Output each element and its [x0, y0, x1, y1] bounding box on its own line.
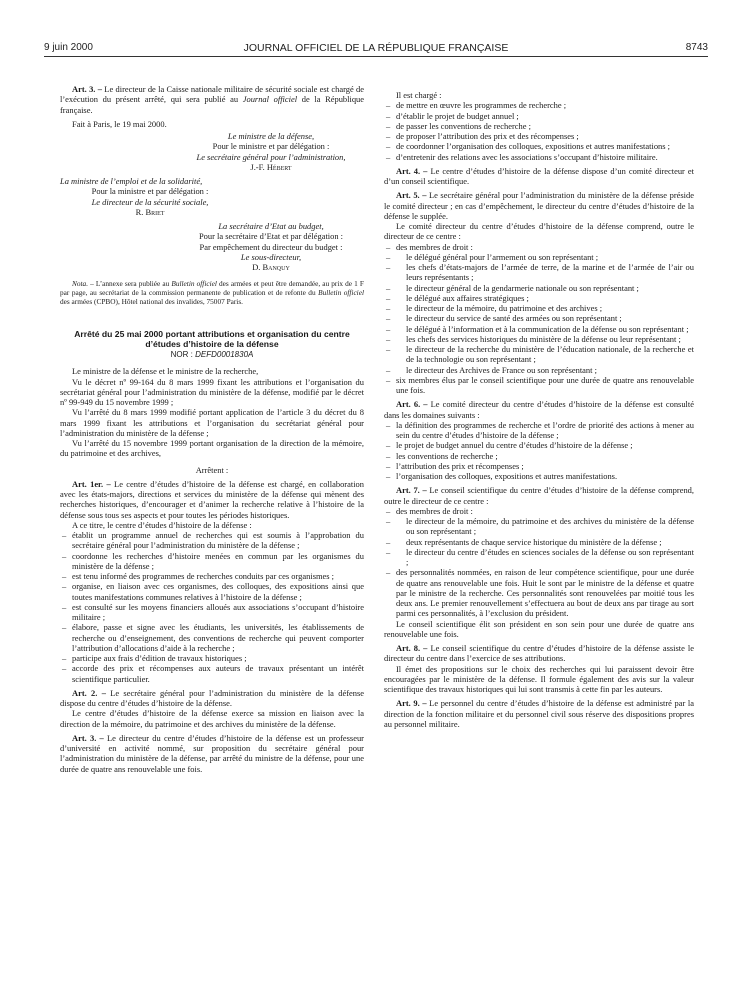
list-item: – le directeur des Archives de France ou son représentant ; — [384, 365, 694, 375]
article-9: Art. 9. – Le personnel du centre d’études d’histoire de la défense est administré par la direction de la fonction militaire et du personnel civil sous réserve des dispositions propres au personnel militaire. — [384, 698, 694, 729]
article-5-list — [384, 242, 694, 396]
header-rule — [44, 56, 708, 57]
header-page-number: 8743 — [685, 42, 708, 53]
list-item: – le directeur général de la gendarmerie nationale ou son représentant ; — [384, 283, 694, 293]
art3-previous: Art. 3. – Le directeur de la Caisse nationale militaire de sécurité sociale est chargé de l’exécution du présent arrêté, qui sera publié au Journal officiel de la République française. — [60, 84, 364, 115]
list-item: – le directeur de la mémoire, du patrimoine et des archives ; — [384, 303, 694, 313]
nota-note: Nota. – L’annexe sera publiée au Bulletin officiel des armées et peut être demandée, au prix de 1 F par page, au secrétariat de la commission permanente de publication et de refonte du Bulletin officiel des armées (CPBO), Hôtel national des invalides, 75007 Paris. — [60, 279, 364, 306]
list-item: – les conventions de recherche ; — [384, 451, 694, 461]
list-item: – deux représentants de chaque service historique du ministère de la défense ; — [384, 537, 694, 547]
signature-block-defense: Le ministre de la défense, Pour le ministre et par délégation : Le secrétaire général pour l’administration, J.-F. Hébert — [196, 131, 346, 172]
list-item: – de passer les conventions de recherche ; — [384, 121, 694, 131]
list-item: – coordonne les recherches d’histoire menées en commun par les organismes du ministère de la défense ; — [60, 551, 364, 572]
article-6: Art. 6. – Le comité directeur du centre d’études d’histoire de la défense est consulté dans les domaines suivants : — [384, 399, 694, 420]
list-item: – de mettre en œuvre les programmes de recherche ; — [384, 100, 694, 110]
list-item: – organise, en liaison avec ces organismes, des colloques, des expositions ainsi que toutes manifestations communes relatives à l’histoire de la défense ; — [60, 581, 364, 602]
article-1: Art. 1er. – Le centre d’études d’histoire de la défense est chargé, en collaboration avec les états-majors, directions et services du ministère de la défense qui mènent des recherches historiques, d’encourager et d’animer la recherche relative à l’histoire de la défense sous tous ses aspects et pour toutes les périodes historiques. — [60, 478, 364, 520]
list-item: – d’entretenir des relations avec les associations s’occupant d’histoire militaire. — [384, 152, 694, 162]
list-item: – le directeur de la recherche du ministère de l’éducation nationale, de la recherche et de la technologie ou son représentant ; — [384, 344, 694, 365]
list-item: – des membres de droit : – le directeur de la mémoire, du patrimoine et des archives du ministère de la défense ou son représentant ; – deux représentants de chaque service historique du ministère de la défense ; – le directeur du centre d’études en sciences sociales de la défense ou son représentant ; — [384, 506, 694, 568]
right-column — [384, 90, 694, 729]
nor-reference: NOR : DEFD0001830A — [170, 350, 254, 360]
list-item: – six membres élus par le conseil scientifique pour une durée de quatre ans renouvelable une fois. — [384, 375, 694, 396]
fait-a-paris: Fait à Paris, le 19 mai 2000. — [72, 118, 167, 129]
arrete-title: Arrêté du 25 mai 2000 portant attributions et organisation du centre d’études d’histoire de la défense — [74, 328, 350, 349]
list-item: – le délégué à l’information et à la communication de la défense ou son représentant ; — [384, 324, 694, 334]
charge-intro: Il est chargé : — [396, 90, 442, 100]
list-item: – le directeur du centre d’études en sciences sociales de la défense ou son représentant ; — [384, 547, 694, 568]
list-item: – le directeur du service de santé des armées ou son représentant ; — [384, 313, 694, 323]
article-4: Art. 4. – Le centre d’études d’histoire de la défense dispose d’un comité directeur et d’un conseil scientifique. — [384, 165, 694, 186]
header-date: 9 juin 2000 — [44, 42, 93, 53]
list-item: – d’établir le projet de budget annuel ; — [384, 111, 694, 121]
list-item: – des personnalités nommées, en raison de leur compétence scientifique, pour une durée de quatre ans renouvelable une fois. Huit le sont par le ministre de la défense et quatre par le ministre de la recherche. Ces personnalités sont renouvelées par moitié tous les deux ans. Le premier renouvellement s’effectuera au bout de deux ans par tirage au sort parmi ces personnalités, à l’exclusion du président. — [384, 567, 694, 618]
signature-block-emploi: La ministre de l’emploi et de la solidarité, Pour la ministre et par délégation : Le directeur de la sécurité sociale, R. Briet — [60, 176, 209, 217]
article-6-list — [384, 420, 694, 482]
article-7-list — [384, 506, 694, 619]
article-5: Art. 5. – Le secrétaire général pour l’administration du ministère de la défense préside le comité directeur ; en cas d’empêchement, le directeur du centre d’études d’histoire de la défense le supplée. — [384, 190, 694, 221]
list-item: – l’organisation des colloques, expositions et autres manifestations. — [384, 471, 694, 481]
article-8-p2: Il émet des propositions sur le choix des recherches qui lui paraissent devoir être encouragées par le ministère de la défense. Il formule également des avis sur la valeur scientifique des travaux historiques qui lui sont transmis à cette fin par les auteurs. — [384, 663, 694, 694]
article-2-p2: Le centre d’études d’histoire de la défense exerce sa mission en liaison avec la direction de la mémoire, du patrimoine et des archives du ministère de la défense. — [60, 708, 364, 729]
article-1-intro: A ce titre, le centre d’études d’histoire de la défense : — [72, 519, 252, 530]
visa-ministres: Le ministre de la défense et le ministre de la recherche, — [72, 366, 259, 377]
visa-arrete-novembre: Vu l’arrêté du 15 novembre 1999 portant organisation de la direction de la mémoire, du patrimoine et des archives, — [60, 438, 364, 459]
signature-block-budget: La secrétaire d’Etat au budget, Pour la secrétaire d’Etat et par délégation : Par empêchement du directeur du budget : Le sous-directeur, D. Banquy — [198, 221, 344, 272]
list-item: – l’attribution des prix et récompenses ; — [384, 461, 694, 471]
list-item: – établit un programme annuel de recherches qui est soumis à l’approbation du secrétaire général pour l’administration du ministère de la défense ; — [60, 530, 364, 551]
list-item: – le délégué général pour l’armement ou son représentant ; — [384, 252, 694, 262]
article-8: Art. 8. – Le conseil scientifique du centre d’études d’histoire de la défense assiste le directeur du centre dans l’exercice de ses attributions. — [384, 643, 695, 664]
article-7-final: Le conseil scientifique élit son président en son sein pour une durée de quatre ans renouvelable une fois. — [384, 618, 694, 639]
list-item: – les chefs d’états-majors de l’armée de terre, de la marine et de l’armée de l’air ou leurs représentants ; — [384, 262, 694, 283]
list-item: – le projet de budget annuel du centre d’études d’histoire de la défense ; — [384, 440, 694, 450]
list-item: – les chefs des services historiques du ministère de la défense ou leur représentant ; — [384, 334, 694, 344]
visa-arrete-mars: Vu l’arrêté du 8 mars 1999 modifié portant application de l’article 3 du décret du 8 mars 1999 fixant les attributions et l’organisation du secrétariat général pour l’administration du ministère de la défense ; — [60, 407, 364, 438]
list-item: – la définition des programmes de recherche et l’ordre de priorité des actions à mener au sein du centre d’études d’histoire de la défense ; — [384, 420, 694, 441]
charge-list — [384, 100, 694, 162]
article-2: Art. 2. – Le secrétaire général pour l’administration du ministère de la défense dispose du centre d’études d’histoire de la défense. — [60, 687, 365, 709]
list-item: – le directeur de la mémoire, du patrimoine et des archives du ministère de la défense ou son représentant ; — [384, 516, 694, 537]
list-item: – le délégué aux affaires stratégiques ; — [384, 293, 694, 303]
article-3: Art. 3. – Le directeur du centre d’études d’histoire de la défense est un professeur d’université en activité nommé, sur proposition du secrétaire général pour l’administration du ministère de la défense, par arrêté du ministre de la défense, pour une durée de quatre ans renouvelable une fois. — [60, 732, 364, 774]
header-title: JOURNAL OFFICIEL DE LA RÉPUBLIQUE FRANÇAISE — [243, 42, 509, 54]
article-1-list — [60, 530, 364, 684]
list-item: – accorde des prix et récompenses aux auteurs de travaux présentant un intérêt scientifique particulier. — [60, 663, 364, 684]
article-5-members — [384, 252, 694, 375]
left-column — [60, 84, 364, 774]
list-item: – de coordonner l’organisation des colloques, expositions et autres manifestations ; — [384, 141, 694, 151]
list-item: – participe aux frais d’édition de travaux historiques ; — [60, 653, 364, 663]
visa-decret: Vu le décret nº 99-164 du 8 mars 1999 fixant les attributions et l’organisation du secrétariat général pour l’administration du ministère de la défense, modifié par le décret nº 99-949 du 15 novembre 1999 ; — [60, 376, 364, 408]
article-5-p2: Le comité directeur du centre d’études d’histoire de la défense comprend, outre le directeur de ce centre : — [384, 221, 694, 242]
arretent: Arrêtent : — [195, 464, 229, 475]
article-7-members — [384, 516, 694, 567]
list-item: – des membres de droit : – le délégué général pour l’armement ou son représentant ; – les chefs d’états-majors de l’armée de terre, de la marine et de l’armée de l’air ou leurs représentants ; – le directeur général de la gendarmerie nationale ou son représentant ; – le délégué aux affaires stratégiques ; – le directeur de la mémoire, du patrimoine et des archives ; – le directeur du service de santé des armées ou son représentant ; – le délégué à l’information et à la communication de la défense ou son représentant ; – les chefs des services historiques du ministère de la défense ou leur représentant ; – le directeur de la recherche du ministère de l’éducation nationale, de la recherche et de la technologie ou son représentant ; – le directeur des Archives de France ou son représentant ; — [384, 242, 694, 375]
list-item: – élabore, passe et signe avec les étudiants, les universités, les établissements de recherche ou d’enseignement, des conventions de recherche qui peuvent comporter l’attribution d’allocations d’aide à la recherche ; — [60, 622, 364, 653]
list-item: – est consulté sur les moyens financiers alloués aux associations s’occupant d’histoire militaire ; — [60, 602, 364, 623]
article-7: Art. 7. – Le conseil scientifique du centre d’études d’histoire de la défense comprend, outre le directeur de ce centre : — [384, 485, 695, 506]
list-item: – est tenu informé des programmes de recherches conduits par ces organismes ; — [60, 571, 364, 581]
list-item: – de proposer l’attribution des prix et des récompenses ; — [384, 131, 694, 141]
